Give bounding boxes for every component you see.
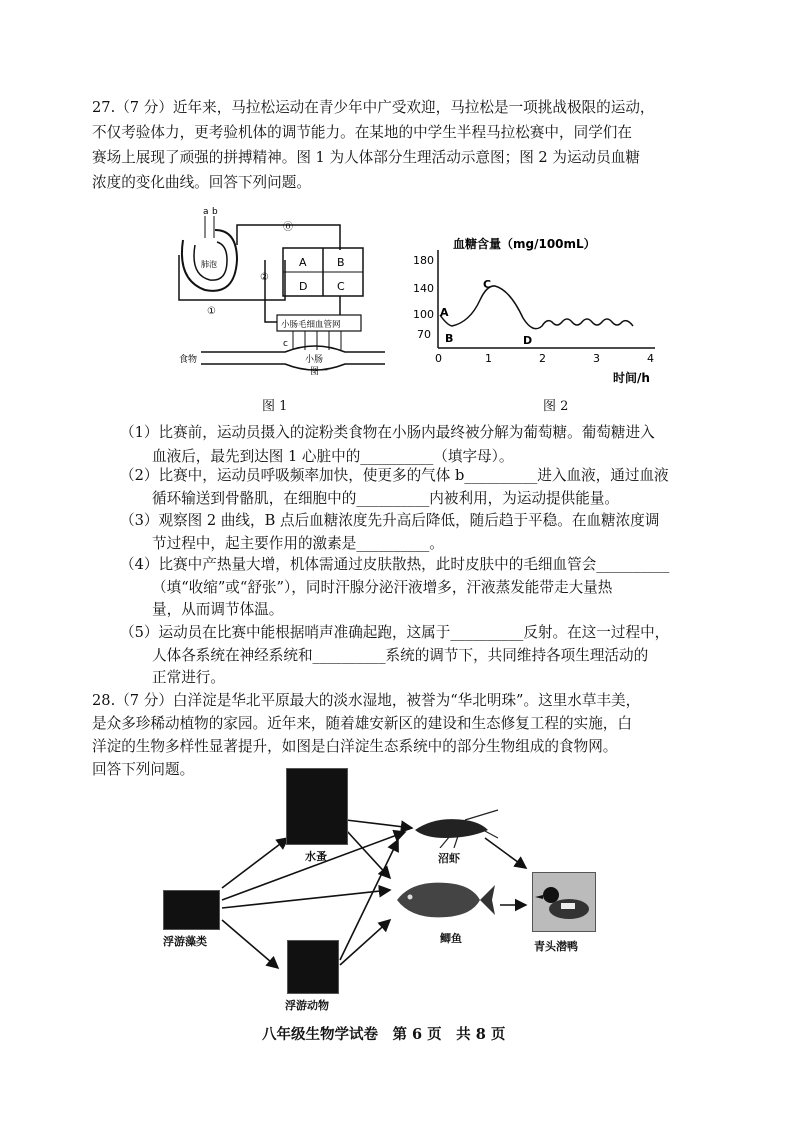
page-footer: 八年级生物学试卷 第 6 页 共 8 页: [262, 1026, 506, 1043]
baers-pochard-label: 青头潜鸭: [534, 940, 578, 953]
point-D: D: [523, 334, 533, 347]
q27-line-4: 浓度的变化曲线。回答下列问题。: [92, 174, 311, 191]
letter-a: a: [203, 207, 209, 217]
q28-line-3: 洋淀的生物多样性显著提升，如图是白洋淀生态系统中的部分生物组成的食物网。: [92, 738, 618, 755]
marker-0: ⓪: [283, 222, 293, 233]
q27-line-3: 赛场上展现了顽强的拼搏精神。图 1 为人体部分生理活动示意图；图 2 为运动员血糖: [92, 149, 640, 166]
marker-2: ②: [260, 272, 269, 283]
letter-c: c: [283, 339, 288, 349]
sub5-line-3: 正常进行。: [152, 669, 225, 686]
xtick-1: 1: [485, 352, 492, 365]
q28-line-2: 是众多珍稀动植物的家园。近年来，随着雄安新区的建设和生态修复工程的实施，白: [92, 715, 632, 732]
q28-line-4: 回答下列问题。: [92, 761, 195, 778]
ytick-140: 140: [413, 282, 434, 295]
q27-line-1: 27.（7 分）近年来，马拉松运动在青少年中广受欢迎，马拉松是一项挑战极限的运动，: [92, 99, 655, 116]
figure-2-caption: 图 2: [543, 399, 569, 414]
letter-b: b: [212, 207, 218, 217]
ytick-180: 180: [413, 254, 434, 267]
sub5-line-2: 人体各系统在神经系统和__________系统的调节下，共同维持各项生理活动的: [152, 647, 649, 664]
chamber-C: C: [337, 280, 345, 293]
chamber-A: A: [299, 256, 307, 269]
sub1-line-2: 血液后，最先到达图 1 心脏中的__________（填字母）。: [152, 448, 514, 465]
figure-1-diagram: [165, 200, 385, 375]
phytoplankton-label: 浮游藻类: [163, 935, 207, 948]
point-C: C: [483, 278, 492, 291]
water-flea-image: [286, 768, 348, 845]
sub1-line-1: （1）比赛前，运动员摄入的淀粉类食物在小肠内最终被分解为葡萄糖。葡萄糖进入: [120, 424, 655, 441]
figure-2-chart: [405, 230, 680, 390]
carp-image: [392, 875, 497, 925]
water-flea-label: 水蚤: [305, 850, 327, 863]
glucose-curve: [440, 286, 633, 329]
xtick-2: 2: [539, 352, 546, 365]
capillary-net-label: 小肠毛细血管网: [281, 320, 341, 330]
sub4-line-3: 量，从而调节体温。: [152, 601, 284, 618]
shrimp-label: 沼虾: [438, 852, 460, 865]
sub3-line-1: （3）观察图 2 曲线，B 点后血糖浓度先升高后降低，随后趋于平稳。在血糖浓度调: [120, 512, 660, 529]
q28-line-1: 28.（7 分）白洋淀是华北平原最大的淡水湿地，被誉为“华北明珠”。这里水草丰美，: [92, 692, 641, 709]
food-label: 食物: [179, 355, 198, 365]
xtick-3: 3: [593, 352, 600, 365]
phytoplankton-image: [163, 890, 220, 930]
zooplankton-image: [287, 940, 339, 994]
chart-xlabel: 时间/h: [613, 371, 650, 385]
figure-1-inner-title: 图一: [310, 367, 329, 375]
alveolus-label: 肺泡: [201, 260, 217, 269]
sub2-line-2: 循环输送到骨骼肌，在细胞中的__________内被利用，为运动提供能量。: [152, 490, 620, 507]
sub2-line-1: （2）比赛中，运动员呼吸频率加快，使更多的气体 b__________进入血液，通过血液: [120, 467, 669, 484]
ytick-70: 70: [417, 328, 431, 341]
marker-1: ①: [207, 306, 216, 317]
sub3-line-2: 节过程中，起主要作用的激素是__________。: [152, 535, 444, 552]
sub5-line-1: （5）运动员在比赛中能根据哨声准确起跑，这属于__________反射。在这一过程中，: [120, 624, 670, 641]
shrimp-image: [410, 808, 500, 848]
sub4-line-1: （4）比赛中产热量大增，机体需通过皮肤散热，此时皮肤中的毛细血管会__________: [120, 556, 670, 573]
ytick-100: 100: [413, 308, 434, 321]
q27-line-2: 不仅考验体力，更考验机体的调节能力。在某地的中学生半程马拉松赛中，同学们在: [92, 124, 632, 141]
figure-1-caption: 图 1: [262, 399, 288, 414]
point-B: B: [445, 332, 454, 345]
point-A: A: [440, 306, 449, 319]
chamber-D: D: [299, 280, 308, 293]
sub4-line-2: （填“收缩”或“舒张”），同时汗腺分泌汗液增多，汗液蒸发能带走大量热: [152, 579, 613, 596]
xtick-4: 4: [647, 352, 654, 365]
small-intestine-label: 小肠: [305, 355, 324, 365]
chart-ylabel: 血糖含量（mg/100mL）: [453, 237, 596, 251]
baers-pochard-image: [532, 872, 596, 932]
carp-label: 鲫鱼: [440, 932, 462, 945]
zooplankton-label: 浮游动物: [285, 999, 329, 1012]
xtick-0: 0: [435, 352, 442, 365]
chamber-B: B: [337, 256, 345, 269]
